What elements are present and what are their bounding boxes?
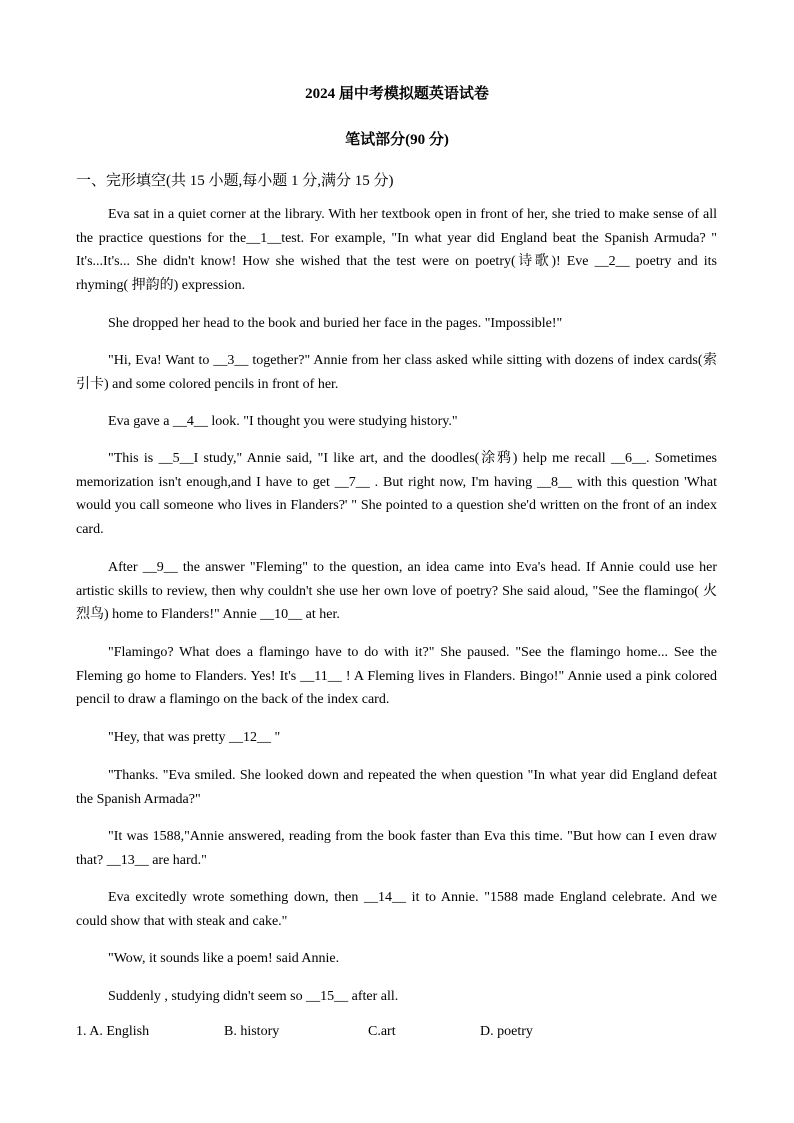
paragraph: "Flamingo? What does a flamingo have to do with it?" She paused. "See the flamingo home... See the Fleming go home to Flanders. Yes! It's __11__ ! A Fleming lives in Flanders. Bingo!" Annie used a pink colored pencil to draw a flamingo on the back of the index card.: [76, 645, 717, 707]
paragraph: "Hey, that was pretty __12__ ": [108, 730, 281, 745]
option-d: D. poetry: [480, 1024, 533, 1039]
option-c: C.art: [368, 1024, 396, 1039]
paragraph: She dropped her head to the book and buried her face in the pages. "Impossible!": [108, 316, 563, 331]
question-1-options: [76, 1024, 717, 1040]
paragraph: "Hi, Eva! Want to __3__ together?" Annie from her class asked while sitting with dozens of index cards(索引卡) and some colored pencils in front of her.: [76, 353, 717, 392]
paragraph: Eva sat in a quiet corner at the library. With her textbook open in front of her, she tried to make sense of all the practice questions for the__1__test. For example, "In what year did England beat the Spanish Armuda? " It's...It's... She didn't know! How she wished that the test were on poetry(诗歌)! Eve __2__ poetry and its rhyming( 押韵的) expression.: [76, 207, 717, 293]
paragraph: "Thanks. "Eva smiled. She looked down and repeated the when question "In what year did England defeat the Spanish Armada?": [76, 768, 717, 807]
paragraph: "This is __5__I study," Annie said, "I like art, and the doodles(涂鸦) help me recall __6__. Sometimes memorization isn't enough,and I have to get __7__ . But right now, I'm having __8__ with this question 'What would you call someone who lives in Flanders?' " She pointed to a question she'd written on the front of an index card.: [76, 451, 717, 537]
option-b: B. history: [224, 1024, 280, 1039]
paragraph: "It was 1588,"Annie answered, reading from the book faster than Eva this time. "But how can I even draw that? __13__ are hard.": [76, 829, 717, 868]
option-a: 1. A. English: [76, 1024, 150, 1039]
paragraph: Suddenly , studying didn't seem so __15__ after all.: [108, 989, 399, 1004]
section-heading: 一、完形填空(共 15 小题,每小题 1 分,满分 15 分): [76, 173, 394, 189]
paragraph: "Wow, it sounds like a poem! said Annie.: [108, 951, 340, 966]
page-title: 2024 届中考模拟题英语试卷: [305, 86, 489, 102]
paragraph: After __9__ the answer "Fleming" to the question, an idea came into Eva's head. If Annie could use her artistic skills to review, then why couldn't she use her own love of poetry? She said aloud, "See the flamingo( 火烈鸟) home to Flanders!" Annie __10__ at her.: [76, 560, 717, 622]
paragraph: Eva gave a __4__ look. "I thought you were studying history.": [108, 414, 458, 429]
paragraph: Eva excitedly wrote something down, then __14__ it to Annie. "1588 made England celebrate. And we could show that with steak and cake.": [76, 890, 717, 929]
page-subtitle: 笔试部分(90 分): [345, 132, 449, 148]
